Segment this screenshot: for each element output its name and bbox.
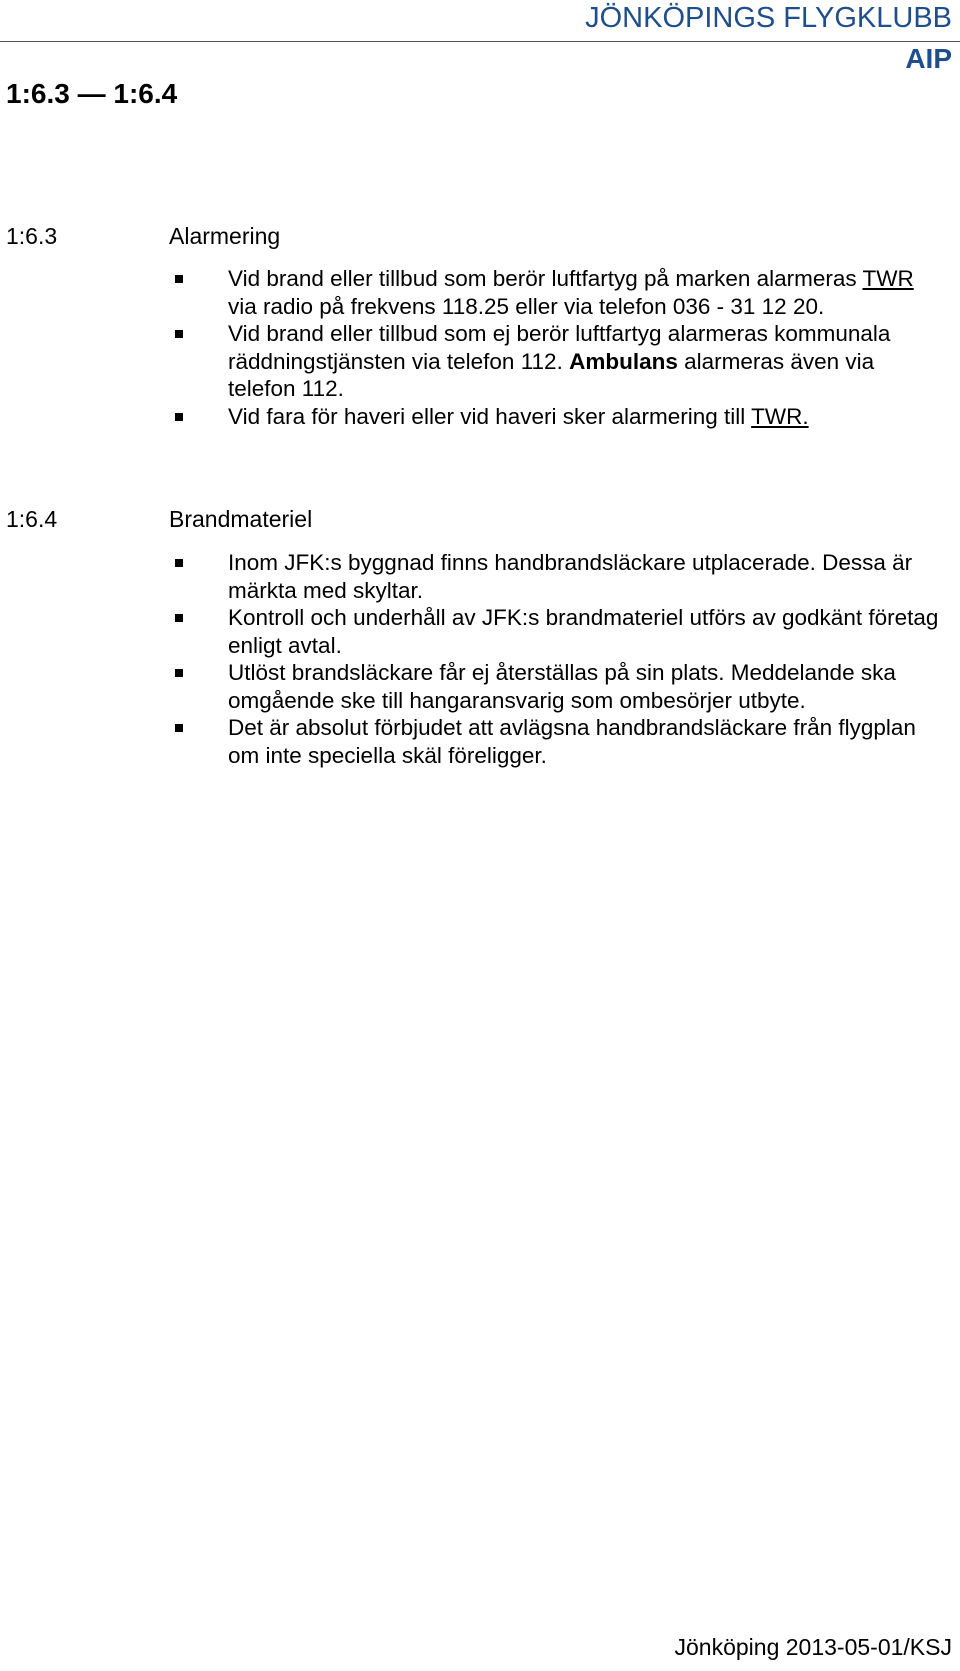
item-text: Kontroll och underhåll av JFK:s brandmateriel utförs av godkänt företag enligt avtal. — [228, 605, 939, 658]
list-item — [172, 403, 942, 431]
section-range-title: 1:6.3 — 1:6.4 — [6, 78, 178, 109]
bullet-icon — [175, 614, 183, 622]
item-bold-text: Ambulans — [569, 348, 678, 374]
item-text: Inom JFK:s byggnad finns handbrandsläckare utplacerade. Dessa är märkta med skyltar. — [228, 550, 913, 603]
section-number: 1:6.3 — [6, 223, 58, 249]
document-type: AIP — [905, 43, 952, 74]
bullet-icon — [175, 413, 183, 421]
section-number: 1:6.4 — [6, 506, 58, 532]
section-heading-brandmateriel — [6, 506, 312, 533]
item-text: Vid brand eller tillbud som ej berör luftfartyg alarmeras kommunala räddningstjänsten via telefon 112. — [228, 321, 891, 374]
header-divider — [0, 41, 960, 42]
list-item — [172, 320, 942, 403]
item-text: Vid fara för haveri eller vid haveri sker alarmering till — [228, 403, 752, 429]
brandmateriel-list — [172, 549, 942, 769]
alarmering-list — [172, 265, 942, 430]
item-underlined-text: TWR — [862, 266, 914, 291]
list-item — [172, 714, 942, 769]
item-text: Utlöst brandsläckare får ej återställas på sin plats. Meddelande ska omgående ske till hangaransvarig som ombesörjer utbyte. — [228, 660, 896, 713]
item-text: via radio på frekvens 118.25 eller via telefon 036 - 31 12 20. — [228, 293, 825, 319]
item-underlined-text: TWR. — [751, 403, 809, 429]
list-item — [172, 549, 942, 604]
list-item — [172, 604, 942, 659]
section-title: Alarmering — [169, 223, 281, 249]
list-item — [172, 659, 942, 714]
item-text: Det är absolut förbjudet att avlägsna handbrandsläckare från flygplan om inte speciella skäl föreligger. — [228, 715, 916, 768]
bullet-icon — [175, 275, 183, 283]
footer-text: Jönköping 2013-05-01/KSJ — [674, 1634, 952, 1660]
bullet-icon — [175, 559, 183, 567]
bullet-icon — [175, 330, 183, 338]
list-item — [172, 265, 942, 320]
item-text: Vid brand eller tillbud som berör luftfartyg på marken alarmeras — [228, 266, 863, 291]
bullet-icon — [175, 724, 183, 732]
bullet-icon — [175, 669, 183, 677]
item-text: alarmeras även via telefon 112. — [228, 348, 875, 401]
organization-name: JÖNKÖPINGS FLYGKLUBB — [585, 2, 952, 34]
section-heading-alarmering — [6, 223, 280, 250]
section-title: Brandmateriel — [169, 506, 313, 532]
